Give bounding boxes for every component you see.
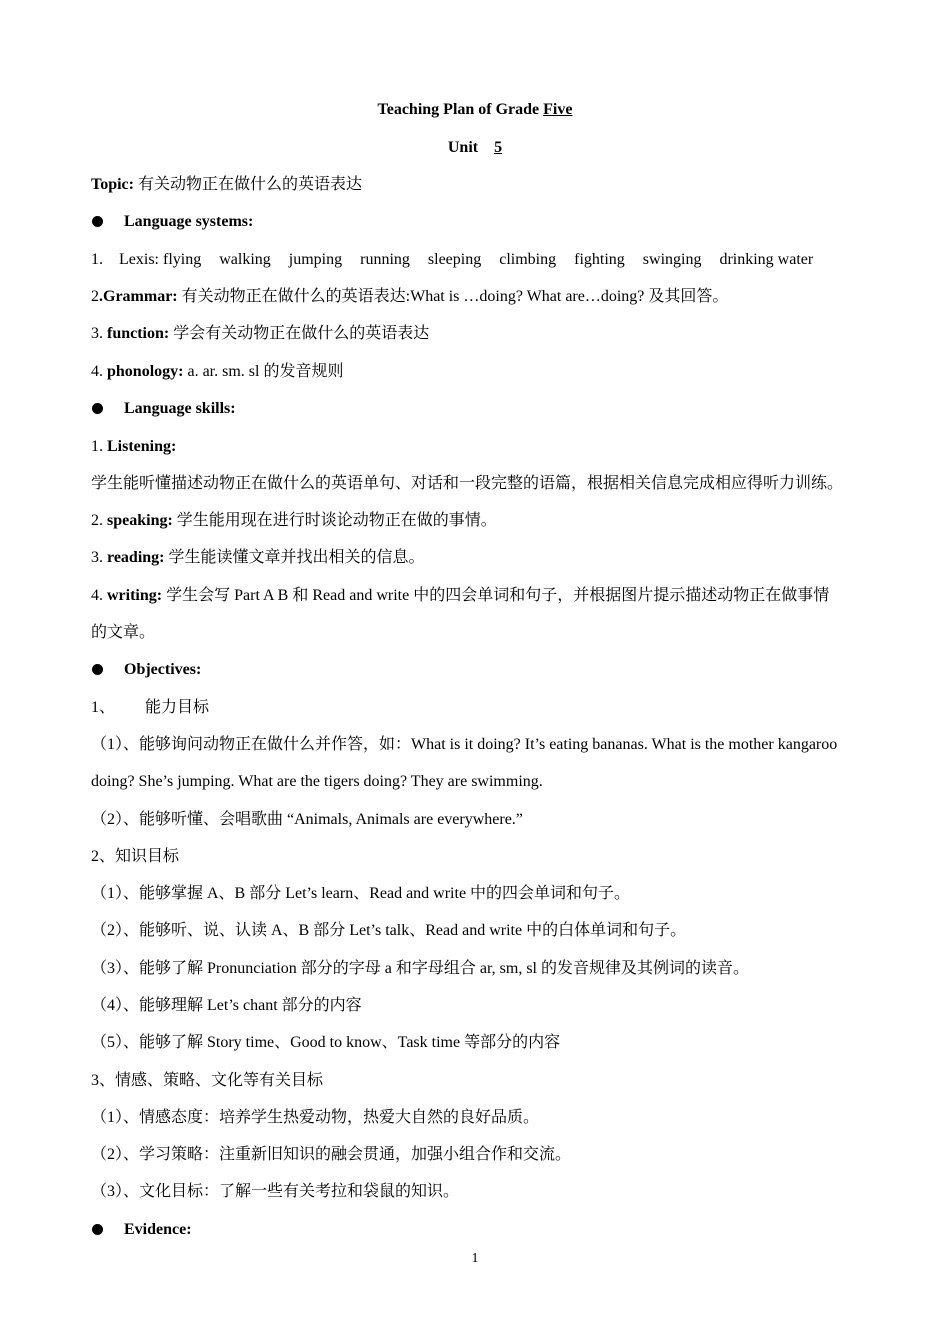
objective-a2: （2）、能够听懂、会唱歌曲 “Animals, Animals are everywhere.” <box>91 811 523 828</box>
writing-text: 学生会写 Part A B 和 Read and write 中的四会单词和句子，并根据图片提示描述动物正在做事情 <box>162 587 830 604</box>
objective-a1-cont: doing? She’s jumping. What are the tigers doing? They are swimming. <box>91 773 543 790</box>
objective-e1: （1）、情感态度：培养学生热爱动物，热爱大自然的良好品质。 <box>91 1109 540 1126</box>
phonology-text: a. ar. sm. sl 的发音规则 <box>183 363 344 380</box>
bullet-icon <box>92 403 103 414</box>
speaking-text: 学生能用现在进行时谈论动物正在做的事情。 <box>172 512 497 529</box>
lexis-word: sleeping <box>427 251 482 268</box>
page-title <box>0 100 950 120</box>
section-evidence: Evidence: <box>124 1221 192 1238</box>
emotion-heading: 3、情感、策略、文化等有关目标 <box>91 1072 324 1089</box>
lexis-line <box>91 250 813 270</box>
reading-num: 3. <box>91 549 107 566</box>
section-language-skills: Language skills: <box>124 400 236 417</box>
ability-num: 1、 <box>91 699 116 716</box>
lexis-word: climbing <box>499 251 557 268</box>
listening-num: 1. <box>91 438 107 455</box>
knowledge-heading: 2、知识目标 <box>91 848 180 865</box>
objective-a1: （1）、能够询问动物正在做什么并作答，如：What is it doing? It’s eating bananas. What is the mother kangaroo <box>91 736 838 753</box>
lexis-word: fighting <box>574 251 625 268</box>
speaking-label: speaking: <box>107 512 173 529</box>
bullet-icon <box>92 664 103 675</box>
grammar-num: 2 <box>91 288 99 305</box>
lexis-word: swinging <box>642 251 702 268</box>
objective-k3: （3）、能够了解 Pronunciation 部分的字母 a 和字母组合 ar, sm, sl 的发音规律及其例词的读音。 <box>91 960 750 977</box>
title-grade: Five <box>543 101 573 118</box>
bullet-icon <box>92 1224 103 1235</box>
grammar-line <box>91 287 728 307</box>
page-number: 1 <box>471 1251 479 1266</box>
function-num: 3. <box>91 325 107 342</box>
topic-line <box>91 175 362 195</box>
function-label: function: <box>107 325 170 342</box>
writing-label: writing: <box>107 587 163 604</box>
objective-e2: （2）、学习策略：注重新旧知识的融会贯通，加强小组合作和交流。 <box>91 1146 572 1163</box>
ability-text: 能力目标 <box>145 699 210 716</box>
listening-text: 学生能听懂描述动物正在做什么的英语单句、对话和一段完整的语篇，根据相关信息完成相应得听力训练。 <box>91 475 844 492</box>
lexis-word: walking <box>219 251 271 268</box>
grammar-label: .Grammar: <box>99 288 178 305</box>
lexis-word: running <box>360 251 410 268</box>
phonology-num: 4. <box>91 363 107 380</box>
function-line <box>91 324 429 344</box>
writing-text-cont: 的文章。 <box>91 624 156 641</box>
lexis-num: 1. <box>91 251 103 268</box>
topic-label: Topic: <box>91 176 134 193</box>
reading-line <box>91 548 425 568</box>
title-prefix: Teaching Plan of Grade <box>377 101 544 118</box>
reading-label: reading: <box>107 549 165 566</box>
objective-k1: （1）、能够掌握 A、B 部分 Let’s learn、Read and write 中的四会单词和句子。 <box>91 885 631 902</box>
reading-text: 学生能读懂文章并找出相关的信息。 <box>164 549 425 566</box>
grammar-text: 有关动物正在做什么的英语表达:What is …doing? What are…doing? 及其回答。 <box>177 288 729 305</box>
objective-k2: （2）、能够听、说、认读 A、B 部分 Let’s talk、Read and write 中的白体单词和句子。 <box>91 922 687 939</box>
section-objectives: Objectives: <box>124 661 202 678</box>
speaking-num: 2. <box>91 512 107 529</box>
unit-heading <box>0 138 950 158</box>
lexis-word: jumping <box>288 251 343 268</box>
section-language-systems: Language systems: <box>124 213 254 230</box>
writing-line <box>91 586 829 606</box>
ability-heading <box>91 698 209 718</box>
lexis-word: drinking water <box>719 251 814 268</box>
speaking-line <box>91 511 497 531</box>
topic-text: 有关动物正在做什么的英语表达 <box>133 176 362 193</box>
listening-heading <box>91 437 176 457</box>
bullet-icon <box>92 216 103 227</box>
objective-k5: （5）、能够了解 Story time、Good to know、Task time 等部分的内容 <box>91 1034 561 1051</box>
function-text: 学会有关动物正在做什么的英语表达 <box>169 325 430 342</box>
phonology-label: phonology: <box>107 363 184 380</box>
objective-k4: （4）、能够理解 Let’s chant 部分的内容 <box>91 997 362 1014</box>
objective-e3: （3）、文化目标：了解一些有关考拉和袋鼠的知识。 <box>91 1183 460 1200</box>
phonology-line <box>91 362 343 382</box>
unit-number: 5 <box>494 139 503 156</box>
unit-label: Unit <box>447 139 479 156</box>
writing-num: 4. <box>91 587 107 604</box>
listening-label: Listening: <box>107 438 177 455</box>
lexis-label: Lexis: flying <box>119 251 202 268</box>
